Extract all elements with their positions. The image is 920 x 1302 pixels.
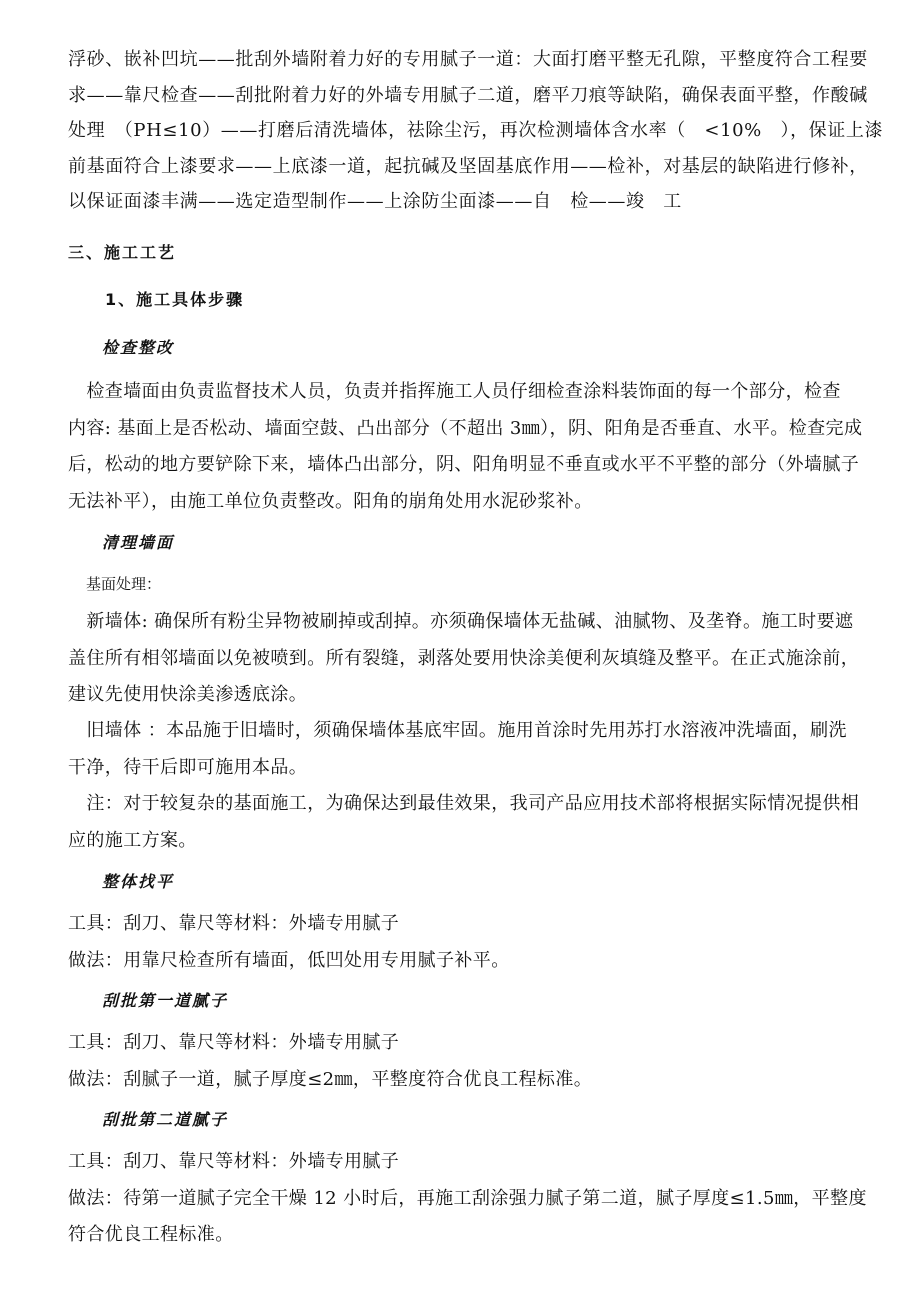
intro-line: 处理 （PH≤10）——打磨后清洗墙体，祛除尘污，再次检测墙体含水率（ <10% ），保证上漆 xyxy=(68,120,884,141)
note-paragraph xyxy=(68,786,868,859)
intro-line: 以保证面漆丰满——选定造型制作——上涂防尘面漆——自 检——竣 工 xyxy=(68,191,682,212)
paragraph-line: 建议先使用快涂美渗透底涂。 xyxy=(68,684,308,705)
step-heading-putty2: 刮批第二道腻子 xyxy=(102,1110,229,1129)
new-wall-paragraph xyxy=(68,604,868,714)
method-line: 符合优良工程标准。 xyxy=(68,1224,234,1245)
step-heading-level: 整体找平 xyxy=(102,872,175,891)
paragraph-line: 应的施工方案。 xyxy=(68,829,197,851)
paragraph-line: 干净，待干后即可施用本品。 xyxy=(68,756,308,778)
level-paragraph xyxy=(68,906,868,979)
step-heading-putty1: 刮批第一道腻子 xyxy=(102,991,229,1010)
paragraph-line: 新墙体: 确保所有粉尘异物被刷掉或刮掉。亦须确保墙体无盐碱、油腻物、及垄脊。施工时要遮 xyxy=(68,611,854,632)
paragraph-line: 盖住所有相邻墙面以免被喷到。所有裂缝，剥落处要用快涂美便利灰填缝及整平。在正式施涂前， xyxy=(68,647,860,669)
old-wall-paragraph xyxy=(68,713,868,786)
method-line: 做法：刮腻子一道，腻子厚度≤2㎜，平整度符合优良工程标准。 xyxy=(68,1068,593,1090)
inspect-paragraph xyxy=(68,374,868,520)
paragraph-line: 内容: 基面上是否松动、墙面空鼓、凸出部分（不超出 3㎜），阴、阳角是否垂直、水平。检查完成 xyxy=(68,417,863,439)
step-heading-clean: 清理墙面 xyxy=(102,533,175,552)
intro-line: 浮砂、嵌补凹坑——批刮外墙附着力好的专用腻子一道：大面打磨平整无孔隙，平整度符合工程要 xyxy=(68,49,868,70)
tools-line: 工具：刮刀、靠尺等材料：外墙专用腻子 xyxy=(68,1151,400,1172)
subsection-heading: 1、施工具体步骤 xyxy=(105,290,245,309)
method-line: 做法：待第一道腻子完全干燥 12 小时后，再施工刮涂强力腻子第二道，腻子厚度≤1.5㎜，平整度 xyxy=(68,1187,867,1209)
putty2-paragraph xyxy=(68,1144,868,1254)
paragraph-line: 后，松动的地方要铲除下来，墙体凸出部分，阴、阳角明显不垂直或水平不平整的部分（外墙腻子 xyxy=(68,454,860,475)
base-treatment-label: 基面处理： xyxy=(86,575,162,593)
paragraph-line: 旧墙体 ：本品施于旧墙时，须确保墙体基底牢固。施用首涂时先用苏打水溶液冲洗墙面，刷洗 xyxy=(68,720,847,741)
tools-line: 工具：刮刀、靠尺等材料：外墙专用腻子 xyxy=(68,1032,400,1053)
intro-paragraph xyxy=(68,42,884,220)
section-heading: 三、施工工艺 xyxy=(68,243,177,262)
paragraph-line: 注：对于较复杂的基面施工，为确保达到最佳效果，我司产品应用技术部将根据实际情况提供相 xyxy=(68,793,860,814)
intro-line: 前基面符合上漆要求——上底漆一道，起抗碱及坚固基底作用——检补，对基层的缺陷进行修补， xyxy=(68,155,868,177)
tools-line: 工具：刮刀、靠尺等材料：外墙专用腻子 xyxy=(68,913,400,934)
step-heading-inspect: 检查整改 xyxy=(102,338,175,357)
intro-line: 求——靠尺检查——刮批附着力好的外墙专用腻子二道，磨平刀痕等缺陷，确保表面平整，作酸碱 xyxy=(68,84,868,106)
putty1-paragraph xyxy=(68,1025,868,1098)
method-line: 做法：用靠尺检查所有墙面，低凹处用专用腻子补平。 xyxy=(68,949,510,971)
paragraph-line: 检查墙面由负责监督技术人员，负责并指挥施工人员仔细检查涂料装饰面的每一个部分，检查 xyxy=(68,381,841,402)
paragraph-line: 无法补平），由施工单位负责整改。阳角的崩角处用水泥砂浆补。 xyxy=(68,490,593,512)
